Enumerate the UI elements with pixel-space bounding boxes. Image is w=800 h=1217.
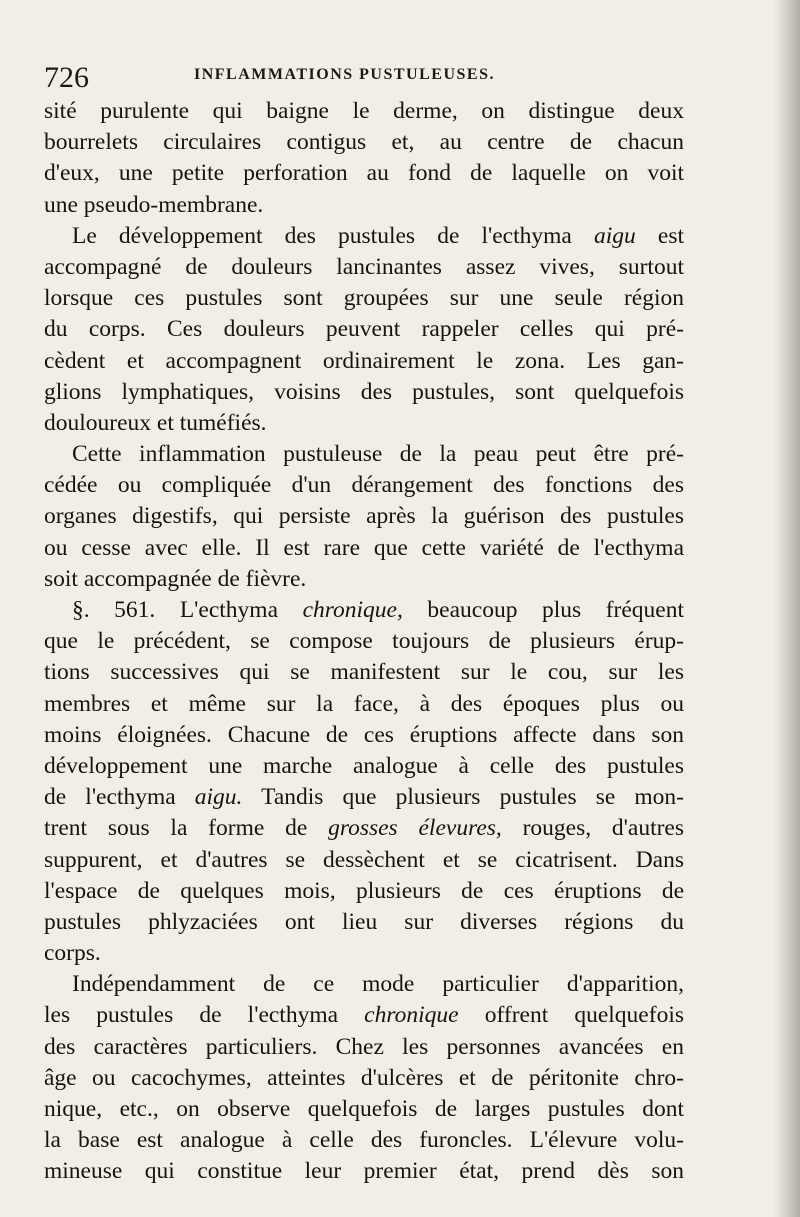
text-line: Indépendamment de ce mode particulier d'apparition, bbox=[72, 971, 684, 998]
text-segment: est bbox=[635, 222, 684, 249]
text-line: ou cesse avec elle. Il est rare que cette variété de l'ecthyma bbox=[44, 534, 684, 561]
text-line: membres et même sur la face, à des époques plus ou bbox=[44, 690, 684, 717]
text-line bbox=[44, 595, 684, 626]
text-segment: rouges, d'autres bbox=[501, 815, 684, 842]
text-line: que le précédent, se compose toujours de plusieurs érup- bbox=[44, 628, 684, 655]
text-line bbox=[44, 1000, 684, 1031]
text-segment: Tandis que plusieurs pustules se mon- bbox=[242, 784, 684, 811]
text-line: d'eux, une petite perforation au fond de laquelle on voit bbox=[44, 160, 684, 187]
text-line: sité purulente qui baigne le derme, on distingue deux bbox=[44, 98, 684, 124]
text-segment: trent sous la forme de bbox=[44, 815, 329, 842]
text-line: des caractères particuliers. Chez les personnes avancées en bbox=[44, 1033, 684, 1060]
text-line: suppurent, et d'autres se dessèchent et se cicatrisent. Dans bbox=[44, 846, 684, 873]
text-line bbox=[44, 782, 684, 813]
text-line: cédée ou compliquée d'un dérangement des fonctions des bbox=[44, 472, 684, 499]
text-line: une pseudo-membrane. bbox=[44, 191, 264, 218]
text-line: glions lymphatiques, voisins des pustules, sont quelquefois bbox=[44, 378, 684, 405]
text-line: douloureux et tuméfiés. bbox=[44, 409, 267, 436]
text-line: moins éloignées. Chacune de ces éruptions affecte dans son bbox=[44, 721, 684, 748]
text-segment: Le développement des pustules de l'ecthyma bbox=[72, 222, 594, 249]
text-line: l'espace de quelques mois, plusieurs de ces éruptions de bbox=[44, 877, 684, 904]
text-segment: §. 561. L'ecthyma bbox=[72, 597, 303, 623]
text-line: âge ou cacochymes, atteintes d'ulcères et de péritonite chro- bbox=[44, 1064, 684, 1091]
text-line: pustules phlyzaciées ont lieu sur diverses régions du bbox=[44, 908, 684, 935]
text-line: nique, etc., on observe quelquefois de larges pustules dont bbox=[44, 1096, 684, 1122]
italic-term: aigu. bbox=[194, 784, 243, 811]
text-line: corps. bbox=[44, 940, 101, 967]
text-line: mineuse qui constitue leur premier état, prend dès son bbox=[44, 1158, 684, 1185]
text-segment: beaucoup plus fréquent bbox=[402, 597, 684, 623]
text-line bbox=[44, 221, 684, 252]
running-head bbox=[44, 60, 684, 96]
page-number: 726 bbox=[44, 61, 89, 94]
italic-term: aigu bbox=[593, 222, 636, 249]
text-line: lorsque ces pustules sont groupées sur une seule région bbox=[44, 285, 684, 312]
text-line: cèdent et accompagnent ordinairement le zona. Les gan- bbox=[44, 347, 684, 374]
text-line: du corps. Ces douleurs peuvent rappeler celles qui pré- bbox=[44, 316, 684, 343]
text-line: tions successives qui se manifestent sur le cou, sur les bbox=[44, 659, 684, 686]
running-title: INFLAMMATIONS PUSTULEUSES. bbox=[194, 66, 495, 83]
text-line: la base est analogue à celle des furoncles. L'élevure volu- bbox=[44, 1127, 684, 1154]
text-line: organes digestifs, qui persiste après la guérison des pustules bbox=[44, 503, 684, 530]
body-text bbox=[44, 96, 684, 1188]
text-line: soit accompagnée de fièvre. bbox=[44, 565, 307, 592]
text-segment: de l'ecthyma bbox=[44, 784, 195, 811]
italic-term: grosses élevures, bbox=[328, 815, 502, 842]
text-line: accompagné de douleurs lancinantes assez vives, surtout bbox=[44, 253, 684, 280]
italic-term: chronique, bbox=[302, 597, 403, 623]
italic-term: chronique bbox=[364, 1002, 459, 1029]
text-line: Cette inflammation pustuleuse de la peau peut être pré- bbox=[72, 441, 684, 468]
text-line: bourrelets circulaires contigus et, au centre de chacun bbox=[44, 129, 684, 156]
text-line: développement une marche analogue à celle des pustules bbox=[44, 752, 684, 779]
page-gutter-shadow bbox=[774, 0, 800, 1217]
text-line bbox=[44, 813, 684, 844]
text-segment: offrent quelquefois bbox=[458, 1002, 684, 1029]
text-segment: les pustules de l'ecthyma bbox=[44, 1002, 365, 1029]
